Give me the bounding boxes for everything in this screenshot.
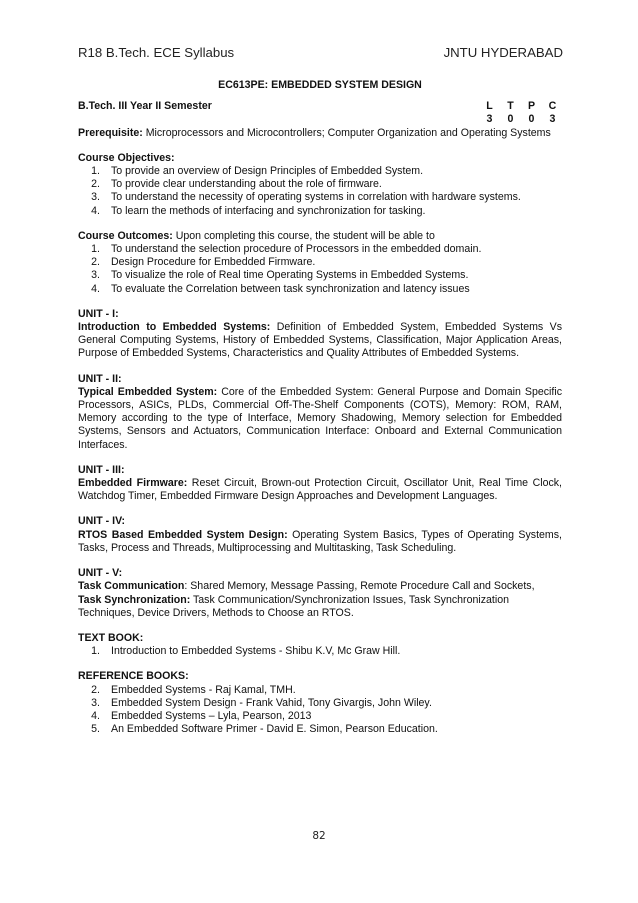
item-number: 1. (91, 243, 100, 256)
unit-lead: RTOS Based Embedded System Design: (78, 528, 288, 541)
ltpc-value: 0 (528, 113, 535, 126)
item-text: To visualize the role of Real time Operating Systems in Embedded Systems. (111, 269, 469, 282)
references-list (78, 684, 562, 737)
list-item (78, 684, 562, 697)
unit-body (78, 580, 562, 620)
references-heading: REFERENCE BOOKS: (78, 670, 189, 683)
unit-heading: UNIT - I: (78, 307, 119, 320)
prerequisite-label: Prerequisite: (78, 126, 143, 139)
item-number: 2. (91, 256, 100, 269)
item-number: 5. (91, 723, 100, 736)
item-number: 3. (91, 269, 100, 282)
item-text: To understand the necessity of operating systems in correlation with hardware systems. (111, 191, 521, 204)
prerequisite-text: Microprocessors and Microcontrollers; Computer Organization and Operating Systems (142, 126, 551, 139)
item-text: An Embedded Software Primer - David E. Simon, Pearson Education. (111, 723, 438, 736)
outcomes-intro-text: Upon completing this course, the student will be able to (172, 229, 435, 242)
semester-row (78, 100, 562, 126)
unit-heading: UNIT - IV: (78, 515, 126, 528)
list-item (78, 165, 562, 178)
unit-heading: UNIT - III: (78, 463, 125, 476)
item-number: 4. (91, 709, 100, 722)
unit-text: Core of the Embedded System: General Purpose and Domain Specific Processors, ASICs, PLDs, Commercial Off-The-Shelf Components (COTS), Memory: ROM, RAM, Memory according to the type of Interface, Memory Shadowing, Memory selection for Embedded Systems, Sensors and Actuators, Communication Interface: Onboard and External Communication Interfaces. (78, 385, 562, 451)
unit-body (78, 321, 562, 361)
unit-lead: Introduction to Embedded Systems: (78, 321, 271, 334)
prerequisite (78, 127, 562, 140)
unit-body (78, 529, 562, 555)
list-item (78, 256, 562, 269)
unit-lead: Typical Embedded System: (78, 385, 218, 398)
header-left: R18 B.Tech. ECE Syllabus (78, 45, 235, 60)
unit-text: Definition of Embedded System, Embedded Systems Vs General Computing Systems, History of Embedded Systems, Classification, Major Application Areas, Purpose of Embedded Systems, Characteristics and Quality Attributes of Embedded Systems. (78, 321, 562, 360)
ltpc-label: P (527, 100, 536, 113)
ltpc-value: 0 (507, 113, 514, 126)
item-text: To provide clear understanding about the role of firmware. (111, 178, 382, 191)
item-text: To provide an overview of Design Principles of Embedded System. (111, 165, 424, 178)
ltpc-value: 3 (549, 113, 556, 126)
item-text: Embedded System Design - Frank Vahid, Tony Givargis, John Wiley. (111, 696, 432, 709)
unit-heading: UNIT - V: (78, 567, 123, 580)
header-right: JNTU HYDERABAD (443, 45, 563, 60)
outcomes-list (78, 243, 562, 296)
page-number: 82 (312, 830, 326, 842)
ltpc-value: 3 (486, 113, 493, 126)
list-item (78, 710, 562, 723)
ltpc-table (482, 100, 560, 126)
item-text: To evaluate the Correlation between task synchronization and latency issues (111, 282, 470, 295)
list-item (78, 645, 562, 658)
item-text: Embedded Systems - Raj Kamal, TMH. (111, 683, 296, 696)
list-item (78, 178, 562, 191)
objectives-heading: Course Objectives: (78, 151, 175, 164)
item-number: 4. (91, 282, 100, 295)
semester-label: B.Tech. III Year II Semester (78, 100, 212, 113)
ltpc-label: L (486, 100, 493, 113)
item-number: 3. (91, 696, 100, 709)
unit-lead: Task Communication (78, 580, 185, 593)
textbook-heading: TEXT BOOK: (78, 631, 144, 644)
unit-text: Operating System Basics, Types of Operating Systems, Tasks, Process and Threads, Multiprocessing and Multitasking, Task Scheduling. (78, 528, 562, 554)
outcomes-intro (78, 230, 562, 243)
unit-body (78, 477, 562, 503)
unit-text: Task Communication/Synchronization Issues, Task Synchronization Techniques, Device Drivers, Methods to Choose an RTOS. (78, 593, 509, 619)
objectives-list (78, 165, 562, 218)
course-title: EC613PE: EMBEDDED SYSTEM DESIGN (218, 79, 422, 91)
item-number: 3. (91, 191, 100, 204)
syllabus-content (78, 79, 562, 736)
outcomes-heading: Course Outcomes: (78, 229, 173, 242)
item-number: 2. (91, 178, 100, 191)
item-number: 2. (91, 683, 100, 696)
unit-heading: UNIT - II: (78, 372, 122, 385)
list-item (78, 243, 562, 256)
unit-lead: Task Synchronization: (78, 593, 191, 606)
item-text: To understand the selection procedure of Processors in the embedded domain. (111, 243, 482, 256)
item-number: 1. (91, 165, 100, 178)
item-text: Introduction to Embedded Systems - Shibu K.V, Mc Graw Hill. (111, 645, 401, 658)
list-item (78, 723, 562, 736)
unit-text: Reset Circuit, Brown-out Protection Circuit, Oscillator Unit, Real Time Clock, Watchdog Timer, Embedded Firmware Design Approaches and Development Languages. (78, 477, 562, 503)
ltpc-label: T (507, 100, 514, 113)
unit-body (78, 386, 562, 452)
item-text: Design Procedure for Embedded Firmware. (111, 256, 316, 269)
ltpc-label: C (548, 100, 557, 113)
list-item (78, 191, 562, 204)
item-text: To learn the methods of interfacing and synchronization for tasking. (111, 204, 426, 217)
list-item (78, 205, 562, 218)
page-header (78, 45, 563, 60)
unit-lead: Embedded Firmware: (78, 477, 188, 490)
item-number: 4. (91, 204, 100, 217)
item-number: 1. (91, 645, 100, 658)
list-item (78, 697, 562, 710)
list-item (78, 269, 562, 282)
unit-text: : Shared Memory, Message Passing, Remote Procedure Call and Sockets, (184, 580, 535, 593)
item-text: Embedded Systems – Lyla, Pearson, 2013 (111, 709, 312, 722)
textbook-list (78, 645, 562, 658)
list-item (78, 283, 562, 296)
